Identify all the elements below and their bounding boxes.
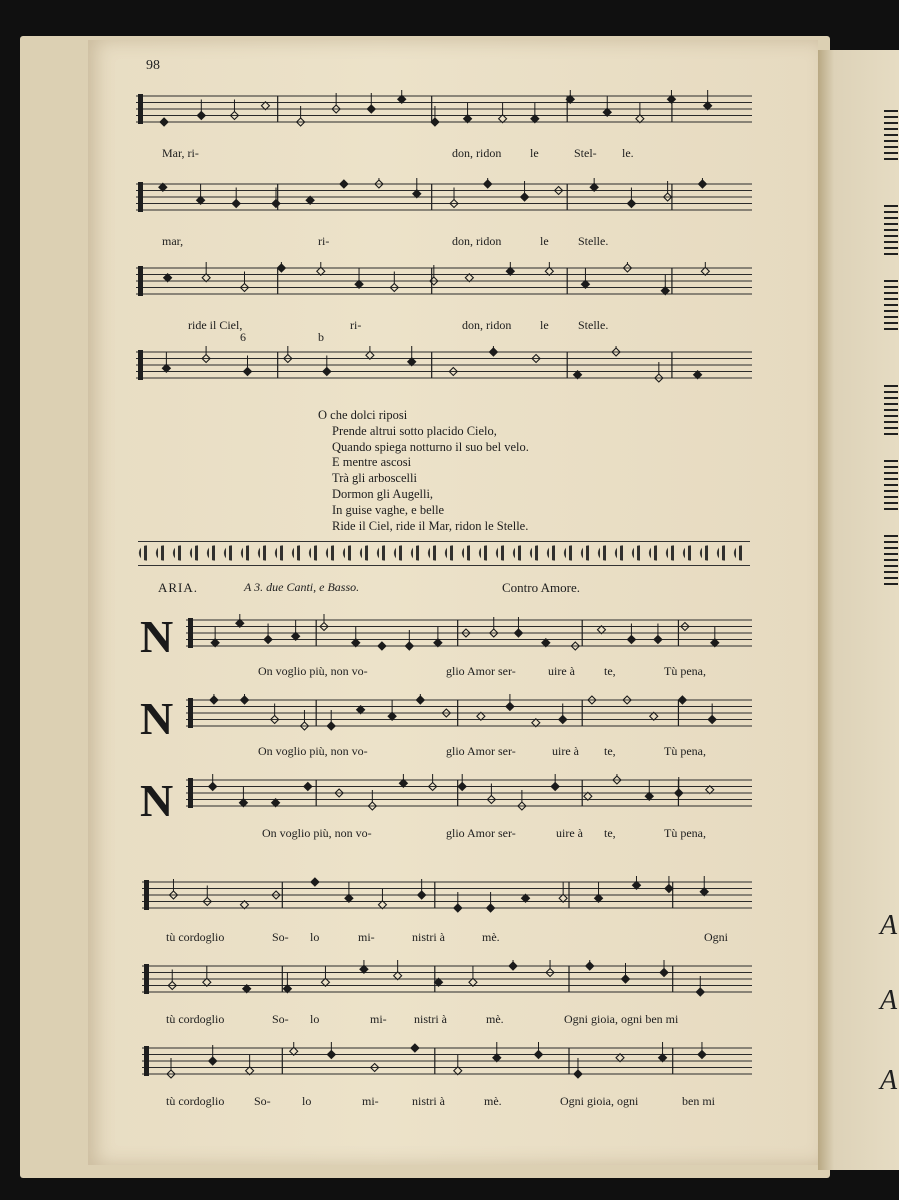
poem-line: In guise vaghe, e belle: [332, 502, 445, 517]
lyric-syllable: Ogni gioia, ogni: [560, 1094, 639, 1108]
music-staff: [136, 90, 752, 134]
note-head: [277, 264, 285, 272]
aria-voicing: A 3. due Canti, e Basso.: [244, 580, 360, 594]
music-staff: [136, 262, 752, 306]
note-head: [210, 696, 218, 704]
facing-page-staff-fragment: [884, 110, 898, 160]
music-staff: [186, 614, 752, 658]
poem-line: E mentre ascosi: [332, 455, 412, 470]
lyric-syllable: mi-: [370, 1012, 387, 1026]
music-staff: [186, 774, 752, 818]
note-head: [514, 629, 522, 637]
lyric-syllable: glio Amor ser-: [446, 744, 516, 758]
clef-mark: [138, 182, 143, 212]
staff-notation: [186, 694, 752, 738]
lyric-syllable: So-: [254, 1094, 271, 1108]
note-head: [405, 642, 413, 650]
lyric-syllable: Tù pena,: [664, 744, 706, 758]
note-head: [627, 200, 635, 208]
note-head: [708, 716, 716, 724]
clef-mark: [188, 778, 193, 808]
note-head: [340, 180, 348, 188]
clef-mark: [188, 618, 193, 648]
lyric-syllable: lo: [302, 1094, 312, 1108]
music-staff: [142, 876, 752, 920]
lyric-syllable: So-: [272, 930, 289, 944]
note-head: [418, 891, 426, 899]
clef-mark: [138, 266, 143, 296]
aria-title: Contro Amore.: [502, 580, 580, 595]
lyric-syllable: Tù pena,: [664, 664, 706, 678]
lyric-syllable: uire à: [556, 826, 583, 840]
poem-line: Trà gli arboscelli: [332, 471, 417, 486]
note-head: [484, 180, 492, 188]
clef-mark: [188, 698, 193, 728]
note-head: [241, 696, 249, 704]
note-head: [698, 1051, 706, 1059]
clef-mark: [144, 1046, 149, 1076]
lyric-syllable: On voglio più, non vo-: [258, 664, 368, 678]
lyric-syllable: te,: [604, 664, 616, 678]
lyric-syllable: don, ridon: [452, 146, 502, 160]
note-head: [209, 1057, 217, 1065]
figured-bass-numeral: 6: [240, 330, 246, 344]
lyric-syllable: Tù pena,: [664, 826, 706, 840]
lyric-syllable: Stelle.: [578, 234, 609, 248]
staff-notation: [136, 346, 752, 390]
note-head: [272, 200, 280, 208]
note-head: [698, 180, 706, 188]
lyric-syllable: ri-: [318, 234, 330, 248]
note-head: [627, 636, 635, 644]
poem-line: Quando spiega notturno il suo bel velo.: [332, 439, 529, 454]
note-head: [411, 1044, 419, 1052]
note-head: [458, 783, 466, 791]
music-staff: [142, 1042, 752, 1086]
staff-notation: [136, 262, 752, 306]
lyric-syllable: On voglio più, non vo-: [262, 826, 372, 840]
staff-notation: [142, 1042, 752, 1086]
figured-bass-numeral: b: [318, 330, 324, 344]
note-head: [559, 716, 567, 724]
lyric-syllable: glio Amor ser-: [446, 826, 516, 840]
music-staff: [136, 346, 752, 390]
lyric-syllable: te,: [604, 744, 616, 758]
facing-page-staff-fragment: [884, 460, 898, 510]
facing-page-staff-fragment: [884, 205, 898, 255]
clef-mark: [144, 964, 149, 994]
lyric-syllable: Ogni gioia, ogni ben mi: [564, 1012, 679, 1026]
lyric-syllable: mi-: [358, 930, 375, 944]
lyric-syllable: mè.: [484, 1094, 502, 1108]
poem-stanza: [318, 408, 529, 534]
note-head: [232, 200, 240, 208]
lyric-syllable: tù cordoglio: [166, 930, 225, 944]
lyric-syllable: nistri à: [414, 1012, 447, 1026]
facing-page-letter: A: [880, 910, 898, 941]
note-head: [323, 368, 331, 376]
lyric-syllable: ben mi: [682, 1094, 715, 1108]
aria-heading: ARIA.: [158, 580, 199, 595]
note-head: [327, 1051, 335, 1059]
staff-notation: [142, 960, 752, 1004]
poem-line: Ride il Ciel, ride il Mar, ridon le Stelle.: [332, 518, 529, 533]
lyric-syllable: nistri à: [412, 930, 445, 944]
music-staff: [136, 178, 752, 222]
drop-cap-initial: N: [140, 775, 174, 826]
note-head: [243, 368, 251, 376]
note-head: [509, 962, 517, 970]
note-head: [622, 975, 630, 983]
note-head: [665, 885, 673, 893]
note-head: [506, 703, 514, 711]
facing-page-staff-fragment: [884, 385, 898, 435]
drop-cap-initial: N: [140, 693, 174, 744]
note-head: [416, 696, 424, 704]
note-head: [521, 193, 529, 201]
lyric-syllable: Stelle.: [578, 318, 609, 332]
note-head: [489, 348, 497, 356]
lyric-syllable: Mar, ri-: [162, 146, 199, 160]
facing-page-staff-fragment: [884, 280, 898, 330]
lyric-syllable: mè.: [482, 930, 500, 944]
ornament-band: [138, 543, 750, 563]
note-head: [586, 962, 594, 970]
lyric-syllable: On voglio più, non vo-: [258, 744, 368, 758]
staff-notation: [186, 774, 752, 818]
note-head: [551, 783, 559, 791]
lyric-syllable: mar,: [162, 234, 184, 248]
staff-notation: [142, 876, 752, 920]
poem-line: Prende altrui sotto placido Cielo,: [332, 423, 497, 438]
lyric-syllable: mè.: [486, 1012, 504, 1026]
note-head: [678, 696, 686, 704]
note-head: [535, 1051, 543, 1059]
note-head: [696, 988, 704, 996]
lyric-syllable: te,: [604, 826, 616, 840]
clef-mark: [138, 94, 143, 124]
note-head: [454, 904, 462, 912]
lyric-syllable: Stel-: [574, 146, 597, 160]
lyric-syllable: glio Amor ser-: [446, 664, 516, 678]
lyric-syllable: So-: [272, 1012, 289, 1026]
facing-page-letter: A: [880, 985, 898, 1016]
note-head: [197, 112, 205, 120]
lyric-syllable: tù cordoglio: [166, 1012, 225, 1026]
note-head: [311, 878, 319, 886]
music-staff: [142, 960, 752, 1004]
note-head: [160, 118, 168, 126]
staff-notation: [136, 90, 752, 134]
lyric-syllable: lo: [310, 930, 320, 944]
note-head: [574, 1070, 582, 1078]
staff-notation: [136, 178, 752, 222]
note-head: [487, 904, 495, 912]
note-head: [675, 789, 683, 797]
clef-mark: [144, 880, 149, 910]
note-head: [264, 636, 272, 644]
lyric-syllable: lo: [310, 1012, 320, 1026]
lyric-syllable: uire à: [548, 664, 575, 678]
lyric-syllable: Ogni: [704, 930, 728, 944]
lyric-syllable: don, ridon: [452, 234, 502, 248]
lyric-syllable: le.: [622, 146, 634, 160]
page-number: 98: [146, 58, 160, 73]
note-head: [209, 783, 217, 791]
note-head: [378, 642, 386, 650]
lyric-syllable: tù cordoglio: [166, 1094, 225, 1108]
lyric-syllable: ri-: [350, 318, 362, 332]
music-staff: [186, 694, 752, 738]
ornament-rule: [138, 541, 750, 542]
staff-notation: [186, 614, 752, 658]
facing-page-staff-fragment: [884, 535, 898, 585]
lyric-syllable: le: [540, 234, 549, 248]
note-head: [660, 969, 668, 977]
note-head: [304, 783, 312, 791]
lyric-syllable: mi-: [362, 1094, 379, 1108]
note-head: [654, 636, 662, 644]
lyric-syllable: don, ridon: [462, 318, 512, 332]
note-head: [327, 722, 335, 730]
drop-cap-initial: N: [140, 611, 174, 662]
lyric-syllable: uire à: [552, 744, 579, 758]
ornament-rule: [138, 565, 750, 566]
facing-page-letter: A: [880, 1065, 898, 1096]
lyric-syllable: le: [530, 146, 539, 160]
lyric-syllable: le: [540, 318, 549, 332]
poem-line: O che dolci riposi: [318, 408, 408, 422]
poem-line: Dormon gli Augelli,: [332, 486, 434, 501]
note-head: [367, 105, 375, 113]
clef-mark: [138, 350, 143, 380]
lyric-syllable: ride il Ciel,: [188, 318, 243, 332]
lyric-syllable: nistri à: [412, 1094, 445, 1108]
